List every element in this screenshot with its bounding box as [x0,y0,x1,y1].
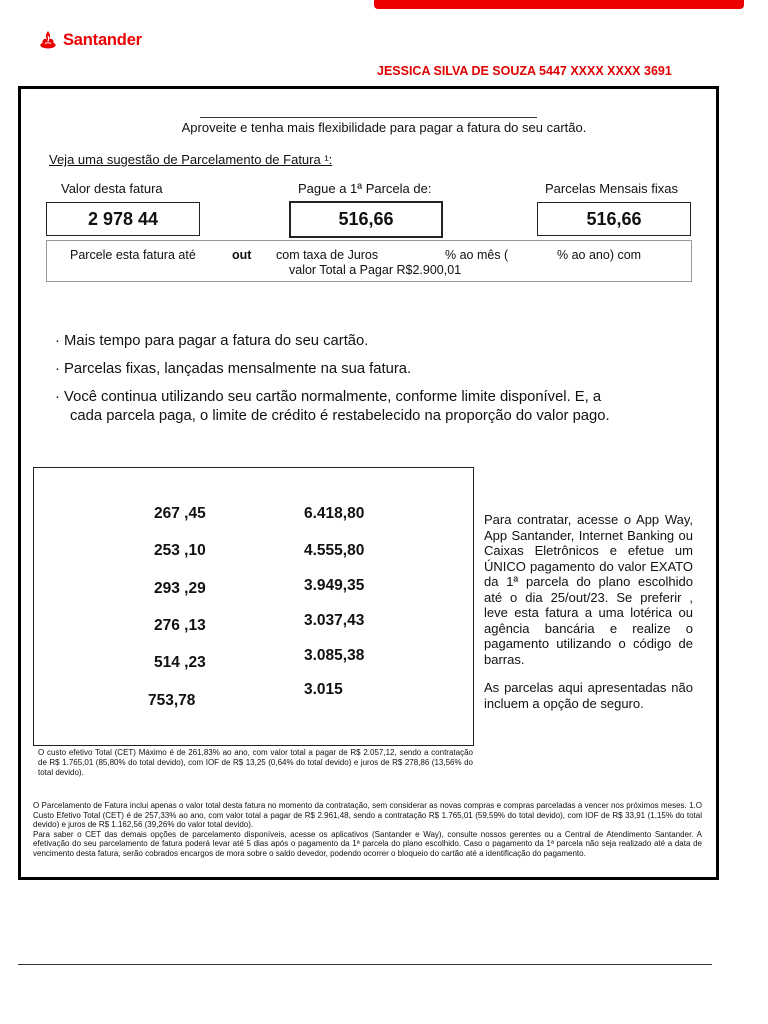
benefit-item: · Você continua utilizando seu cartão normalmente, conforme limite disponível. E, a [55,389,602,405]
intro-text: Aproveite e tenha mais flexibilidade para pagar a fatura do seu cartão. [181,120,587,135]
first-installment-box: 516,66 [289,201,443,238]
brand-name: Santander [63,30,142,49]
installment-amount: 253 ,10 [154,542,206,559]
santander-logo [38,30,142,50]
fixed-installments-box: 516,66 [537,202,691,236]
installment-total: 3.015 [304,681,343,698]
terms-text-1: Parcele esta fatura até [70,248,196,262]
benefit-item: · Parcelas fixas, lançadas mensalmente na sua fatura. [55,361,412,377]
header-rule [200,117,537,118]
installment-total: 3.949,35 [304,577,365,594]
terms-monthly-rate: % ao mês ( [445,248,509,262]
installment-amount: 293 ,29 [154,580,206,597]
installment-amount: 514 ,23 [154,654,206,671]
terms-annual-rate: % ao ano) com [557,248,642,262]
payment-instructions-text: Para contratar, acesse o App Way, App Santander, Internet Banking ou Caixas Eletrônicos e efetue um ÚNICO pagamento do valor EXATO da 1ª parcela do plano escolhido até o dia 25/out/23. Se preferir , leve esta fatura a uma lotérica ou agência bancária e realize o pagamento utilizando o código de barras. [484,512,693,667]
fine-print [33,801,702,858]
fine-print-paragraph: Para saber o CET das demais opções de parcelamento disponíveis, acesse os aplicativos (Santander e Way), consulte nossos gerentes ou a Central de Atendimento Santander. A efetivação do seu parcelamento de fatura poderá levar até 5 dias após o pagamento da 1ª parcela do plano escolhido. Caso o pagamento da 1ª parcela não seja realizado até a data de vencimento desta fatura, serão cobrados encargos de mora sobre o saldo devedor, podendo ocorrer o bloqueio do cartão até a identificação do pagamento. [33,829,702,858]
first-installment-label: Pague a 1ª Parcela de: [298,181,432,196]
cet-note: O custo efetivo Total (CET) Máximo é de 261,83% ao ano, com valor total a pagar de R$ 2.057,12, sendo a contratação de R$ 1.765,01 (85,80% do total devido), com IOF de R$ 13,25 (0,64% do total devido) e juros de R$ 278,86 (13,56% do total devido). [38,748,473,777]
terms-text-2: com taxa de Juros [276,248,379,262]
bottom-rule [18,964,712,965]
installment-total: 6.418,80 [304,505,365,522]
installment-amount: 267 ,45 [154,505,206,522]
fine-print-paragraph: O Parcelamento de Fatura inclui apenas o valor total desta fatura no momento da contratação, sem considerar as novas compras e compras parceladas a vencer nos próximos meses. 1.O Custo Efetivo Total (CET) é de 257,33% ao ano, com valor total a pagar de R$ 2.961,48, sendo a contratação R$ 1.765,01 (59,59% do total devido), com IOF de R$ 33,91 (1,15% do total devido) e juros de R$ 1.162,56 (39,26% do valor total devido). [33,801,702,829]
payment-instructions [484,512,693,711]
installment-amount: 276 ,13 [154,617,206,634]
terms-month: out [232,248,252,262]
installment-options-table [33,467,474,746]
benefit-item-continued: cada parcela paga, o limite de crédito é restabelecido na proporção do valor pago. [70,408,610,424]
installment-total: 4.555,80 [304,542,365,559]
installment-total: 3.037,43 [304,612,365,629]
fixed-installments-label: Parcelas Mensais fixas [545,181,678,196]
installment-terms-box [46,240,692,282]
invoice-value-box: 2 978 44 [46,202,200,236]
installment-total: 3.085,38 [304,647,365,664]
installment-amount: 753,78 [148,692,196,709]
cardholder-line: JESSICA SILVA DE SOUZA 5447 XXXX XXXX 3691 [377,64,672,78]
terms-total: valor Total a Pagar R$2.900,01 [289,263,462,277]
invoice-value-label: Valor desta fatura [61,181,163,196]
top-accent-bar [374,0,744,9]
insurance-note: As parcelas aqui apresentadas não incluem a opção de seguro. [484,680,693,711]
suggestion-heading: Veja uma sugestão de Parcelamento de Fatura ¹: [49,152,333,167]
santander-flame-icon [38,30,58,50]
benefit-item: · Mais tempo para pagar a fatura do seu cartão. [55,333,369,349]
